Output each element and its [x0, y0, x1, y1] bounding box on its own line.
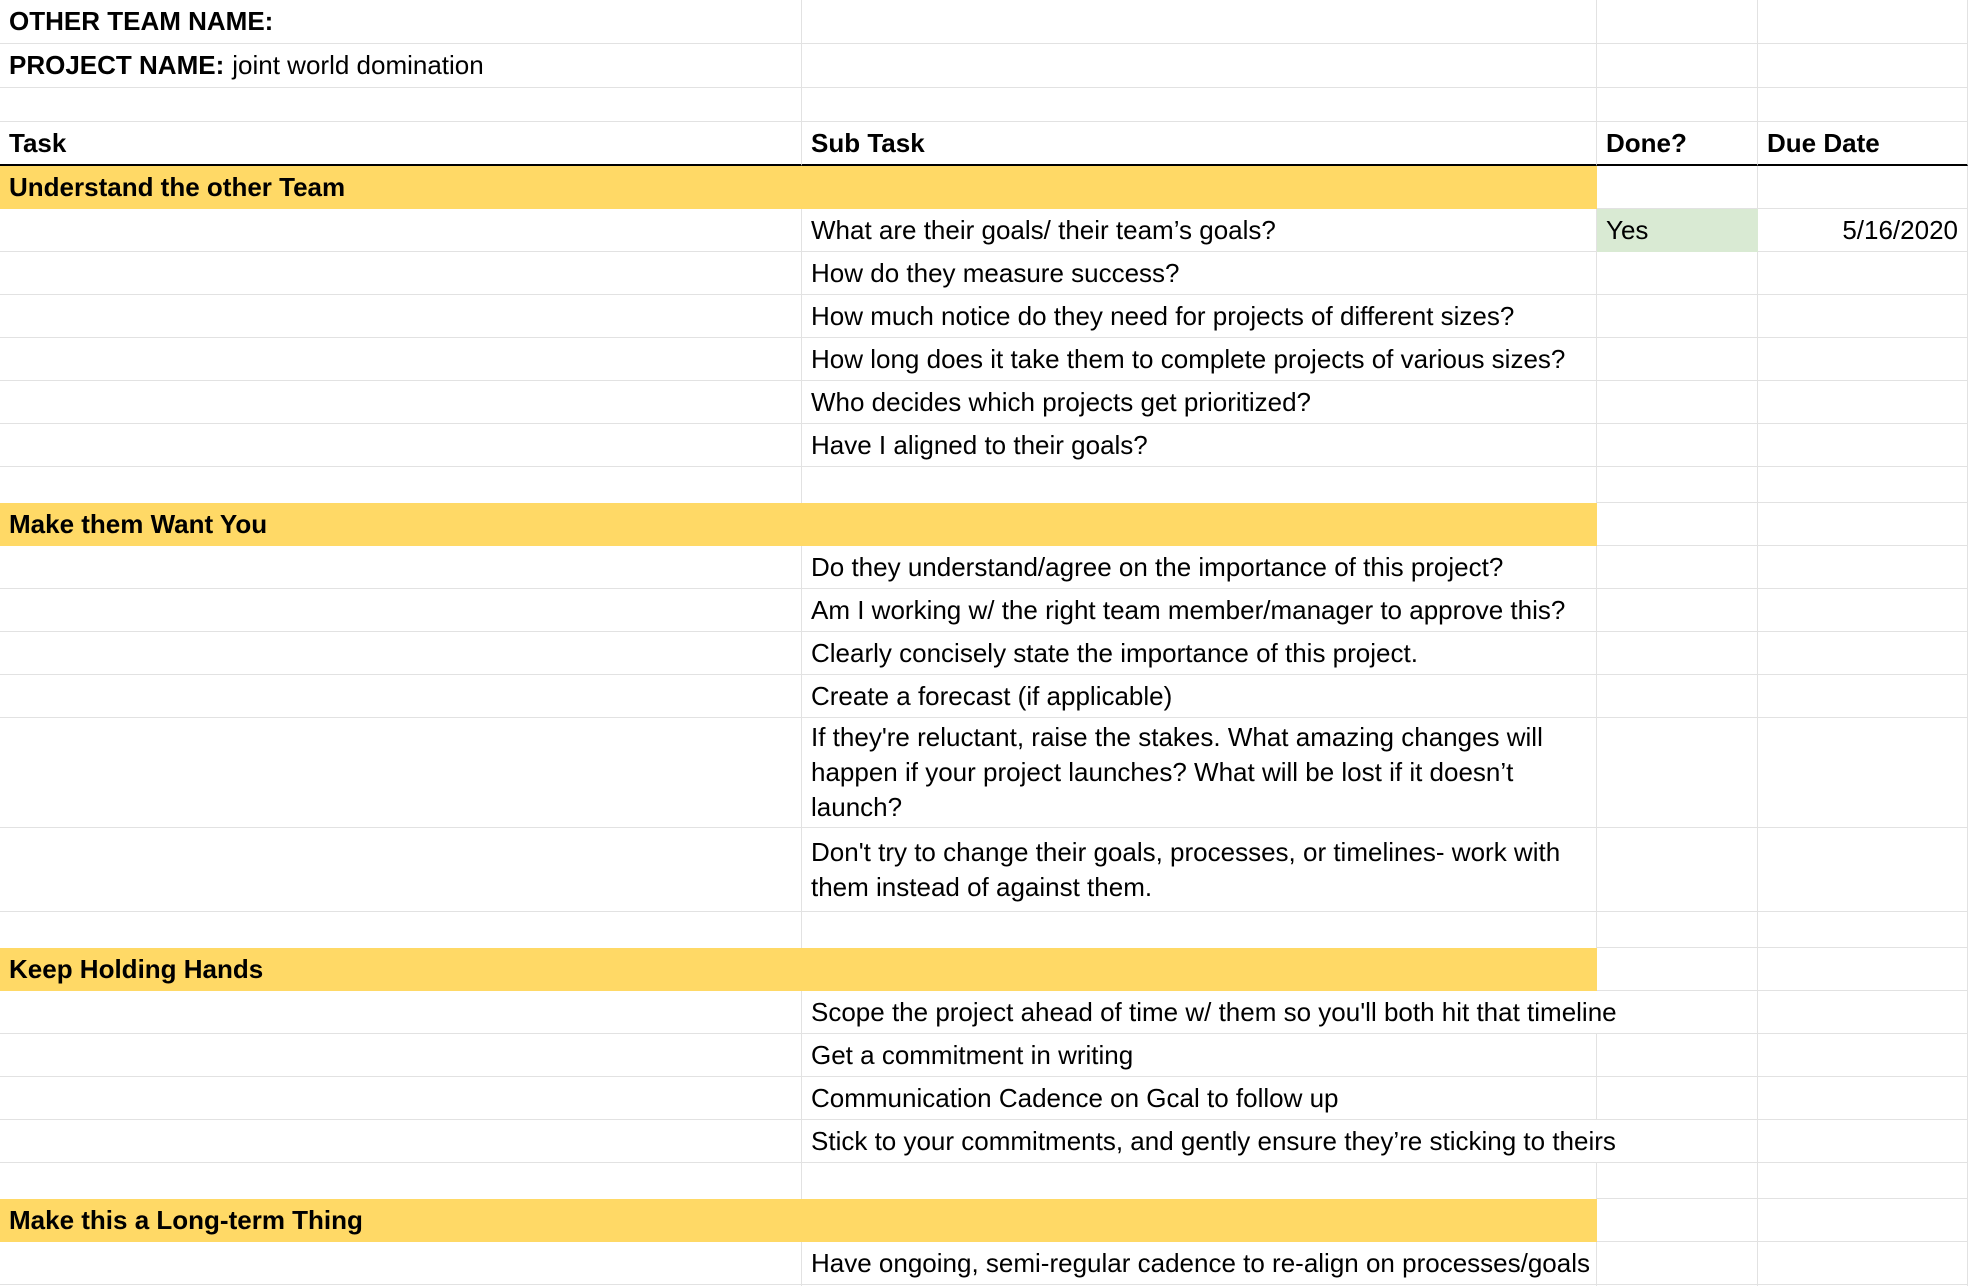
done-cell[interactable]: [1597, 912, 1758, 948]
done-cell[interactable]: [1597, 1163, 1758, 1199]
task-cell[interactable]: [0, 718, 802, 828]
done-header-cell[interactable]: Done?: [1597, 122, 1758, 166]
section-header-cell[interactable]: Understand the other Team: [0, 166, 802, 209]
subtask-cell[interactable]: How long does it take them to complete projects of various sizes?: [802, 338, 1597, 381]
subtask-cell[interactable]: Have ongoing, semi-regular cadence to re-align on processes/goals: [802, 1242, 1597, 1285]
done-cell[interactable]: [1597, 1199, 1758, 1242]
done-cell[interactable]: [1597, 467, 1758, 503]
project-name-value: joint world domination: [232, 50, 484, 80]
sheet-row: [0, 1163, 1968, 1199]
due-date-cell[interactable]: [1758, 467, 1968, 503]
subtask-cell[interactable]: Create a forecast (if applicable): [802, 675, 1597, 718]
due-date-cell[interactable]: 5/16/2020: [1758, 209, 1968, 252]
due-date-cell[interactable]: [1758, 1199, 1968, 1242]
done-cell[interactable]: [1597, 675, 1758, 718]
done-cell[interactable]: [1597, 88, 1758, 122]
subtask-cell[interactable]: [802, 467, 1597, 503]
due-date-cell[interactable]: [1758, 88, 1968, 122]
sheet-row: [0, 44, 1968, 88]
due-date-cell[interactable]: [1758, 912, 1968, 948]
sheet-row: [0, 166, 1968, 209]
task-cell[interactable]: [0, 424, 802, 467]
subtask-cell[interactable]: Don't try to change their goals, processes, or timelines- work with them instead of against them.: [802, 828, 1597, 912]
due-date-cell[interactable]: [1758, 1077, 1968, 1120]
done-cell[interactable]: [1597, 589, 1758, 632]
sheet-row: [0, 546, 1968, 589]
sheet-row: [0, 209, 1968, 252]
done-cell[interactable]: [1597, 546, 1758, 589]
task-cell[interactable]: [0, 991, 802, 1034]
done-cell[interactable]: [1597, 1120, 1758, 1163]
task-cell[interactable]: [0, 381, 802, 424]
other-team-name-cell[interactable]: [0, 0, 802, 44]
done-cell[interactable]: [1597, 424, 1758, 467]
section-header-cell[interactable]: [802, 1199, 1597, 1242]
subtask-cell[interactable]: What are their goals/ their team’s goals?: [802, 209, 1597, 252]
header-row: [0, 122, 1968, 166]
sheet-row: [0, 948, 1968, 991]
done-cell[interactable]: [1597, 1034, 1758, 1077]
done-cell[interactable]: [1597, 44, 1758, 88]
sheet-row: [0, 381, 1968, 424]
subtask-cell[interactable]: Am I working w/ the right team member/manager to approve this?: [802, 589, 1597, 632]
due-date-cell[interactable]: [1758, 1163, 1968, 1199]
task-header-cell[interactable]: Task: [0, 122, 802, 166]
sheet-row: [0, 503, 1968, 546]
due-date-cell[interactable]: [1758, 44, 1968, 88]
sheet-row: [0, 295, 1968, 338]
done-cell[interactable]: [1597, 295, 1758, 338]
subtask-cell[interactable]: Get a commitment in writing: [802, 1034, 1597, 1077]
due-date-cell[interactable]: [1758, 295, 1968, 338]
sheet-row: [0, 338, 1968, 381]
sheet-row: [0, 88, 1968, 122]
section-header-cell[interactable]: [802, 166, 1597, 209]
done-cell[interactable]: [1597, 1077, 1758, 1120]
task-cell[interactable]: [0, 632, 802, 675]
subtask-cell[interactable]: How do they measure success?: [802, 252, 1597, 295]
due-date-cell[interactable]: [1758, 381, 1968, 424]
subtask-cell[interactable]: Have I aligned to their goals?: [802, 424, 1597, 467]
done-cell[interactable]: [1597, 338, 1758, 381]
sheet-row: [0, 467, 1968, 503]
due-date-cell[interactable]: [1758, 252, 1968, 295]
due-date-cell[interactable]: [1758, 718, 1968, 828]
sheet-row: [0, 991, 1968, 1034]
sheet-row: [0, 589, 1968, 632]
task-cell[interactable]: [0, 1163, 802, 1199]
subtask-cell[interactable]: [802, 0, 1597, 44]
subtask-cell[interactable]: Clearly concisely state the importance of this project.: [802, 632, 1597, 675]
sheet-row: [0, 675, 1968, 718]
due-date-cell[interactable]: [1758, 589, 1968, 632]
done-cell[interactable]: Yes: [1597, 209, 1758, 252]
sheet-row: [0, 1034, 1968, 1077]
due-date-cell[interactable]: [1758, 1034, 1968, 1077]
task-cell[interactable]: [0, 252, 802, 295]
subtask-cell[interactable]: If they're reluctant, raise the stakes. What amazing changes will happen if your project launches? What will be lost if it doesn’t launch?: [802, 718, 1597, 828]
sheet-row: [0, 252, 1968, 295]
done-cell[interactable]: [1597, 503, 1758, 546]
due-date-header-cell[interactable]: Due Date: [1758, 122, 1968, 166]
due-date-cell[interactable]: [1758, 675, 1968, 718]
subtask-cell[interactable]: [802, 44, 1597, 88]
sheet-row: [0, 632, 1968, 675]
project-name-cell[interactable]: [0, 44, 802, 88]
section-header-cell[interactable]: Keep Holding Hands: [0, 948, 802, 991]
due-date-cell[interactable]: [1758, 632, 1968, 675]
task-cell[interactable]: [0, 1034, 802, 1077]
sheet-row: [0, 1199, 1968, 1242]
done-cell[interactable]: [1597, 828, 1758, 912]
done-cell[interactable]: [1597, 1242, 1758, 1285]
task-cell[interactable]: [0, 589, 802, 632]
due-date-cell[interactable]: [1758, 991, 1968, 1034]
sheet-row: [0, 424, 1968, 467]
subtask-cell[interactable]: [802, 1163, 1597, 1199]
subtask-cell[interactable]: [802, 912, 1597, 948]
sheet-row: [0, 0, 1968, 44]
subtask-cell[interactable]: Communication Cadence on Gcal to follow up: [802, 1077, 1597, 1120]
done-cell[interactable]: [1597, 991, 1758, 1034]
due-date-cell[interactable]: [1758, 1242, 1968, 1285]
section-header-cell[interactable]: [802, 948, 1597, 991]
sheet-row: [0, 1242, 1968, 1285]
task-cell[interactable]: [0, 295, 802, 338]
sheet-row: [0, 718, 1968, 828]
subtask-cell[interactable]: Stick to your commitments, and gently ensure they’re sticking to theirs: [802, 1120, 1597, 1163]
section-header-cell[interactable]: Make them Want You: [0, 503, 802, 546]
project-name-label: PROJECT NAME:: [9, 50, 225, 80]
due-date-cell[interactable]: [1758, 546, 1968, 589]
due-date-cell[interactable]: [1758, 166, 1968, 209]
done-cell[interactable]: [1597, 948, 1758, 991]
done-cell[interactable]: [1597, 632, 1758, 675]
task-cell[interactable]: [0, 828, 802, 912]
due-date-cell[interactable]: [1758, 338, 1968, 381]
task-cell[interactable]: [0, 912, 802, 948]
due-date-cell[interactable]: [1758, 503, 1968, 546]
done-cell[interactable]: [1597, 166, 1758, 209]
subtask-cell[interactable]: How much notice do they need for projects of different sizes?: [802, 295, 1597, 338]
due-date-cell[interactable]: [1758, 828, 1968, 912]
due-date-cell[interactable]: [1758, 948, 1968, 991]
done-cell[interactable]: [1597, 381, 1758, 424]
section-header-cell[interactable]: Make this a Long-term Thing: [0, 1199, 802, 1242]
task-cell[interactable]: [0, 675, 802, 718]
subtask-cell[interactable]: Who decides which projects get prioritized?: [802, 381, 1597, 424]
due-date-cell[interactable]: [1758, 0, 1968, 44]
subtask-cell[interactable]: Do they understand/agree on the importance of this project?: [802, 546, 1597, 589]
due-date-cell[interactable]: [1758, 1120, 1968, 1163]
due-date-cell[interactable]: [1758, 424, 1968, 467]
task-cell[interactable]: [0, 1242, 802, 1285]
done-cell[interactable]: [1597, 0, 1758, 44]
task-cell[interactable]: [0, 467, 802, 503]
done-cell[interactable]: [1597, 718, 1758, 828]
task-cell[interactable]: [0, 338, 802, 381]
task-cell[interactable]: [0, 1120, 802, 1163]
task-cell[interactable]: [0, 88, 802, 122]
subtask-cell[interactable]: [802, 88, 1597, 122]
section-header-cell[interactable]: [802, 503, 1597, 546]
subtask-header-cell[interactable]: Sub Task: [802, 122, 1597, 166]
task-cell[interactable]: [0, 1077, 802, 1120]
done-cell[interactable]: [1597, 252, 1758, 295]
sheet-row: [0, 828, 1968, 912]
sheet-row: [0, 1120, 1968, 1163]
task-cell[interactable]: [0, 546, 802, 589]
other-team-name-label: OTHER TEAM NAME:: [9, 6, 274, 36]
sheet-row: [0, 912, 1968, 948]
task-cell[interactable]: [0, 209, 802, 252]
sheet-row: [0, 1077, 1968, 1120]
subtask-cell[interactable]: Scope the project ahead of time w/ them so you'll both hit that timeline: [802, 991, 1597, 1034]
